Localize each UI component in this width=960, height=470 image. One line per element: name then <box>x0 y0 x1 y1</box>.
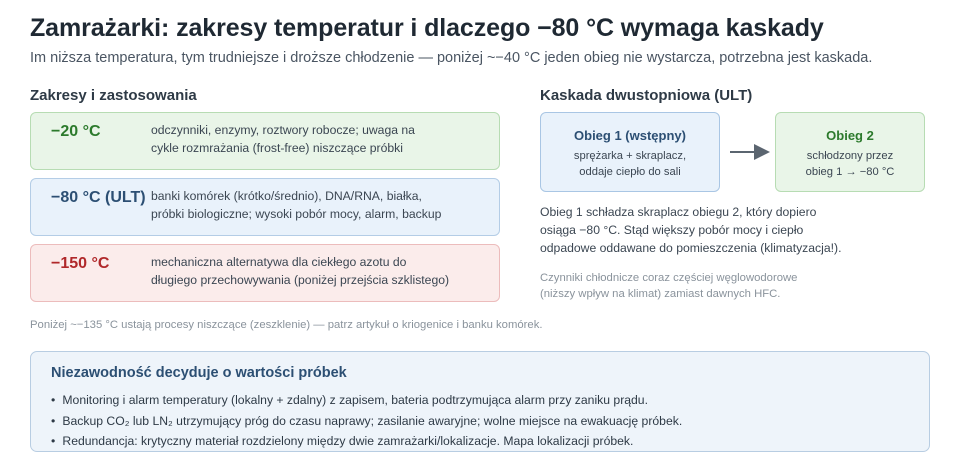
cascade-explanation <box>540 203 860 257</box>
range-desc-line: cykle rozmrażania (frost-free) niszczące próbki <box>151 141 403 155</box>
range-card-minus20 <box>30 112 500 170</box>
range-temp: −20 °C <box>51 123 101 140</box>
cascade-stage-2 <box>775 112 925 192</box>
note-line: (niższy wpływ na klimat) zamiast dawnych HFC. <box>540 288 781 300</box>
list-item-text: Backup CO₂ lub LN₂ utrzymujący próg do czasu naprawy; zasilanie awaryjne; wolne miejsce na ewakuację próbek. <box>62 413 683 428</box>
page-title: Zamrażarki: zakresy temperatur i dlaczego −80 °C wymaga kaskady <box>30 14 824 42</box>
range-card-minus150 <box>30 244 500 302</box>
stage-title: Obieg 1 (wstępny) <box>574 128 686 143</box>
range-temp: −80 °C (ULT) <box>51 189 146 206</box>
page-subtitle: Im niższa temperatura, tym trudniejsze i droższe chłodzenie — poniżej ~−40 °C jeden obieg nie wystarcza, potrzebna jest kaskada. <box>30 50 873 66</box>
stage-desc-line: oddaje ciepło do sali <box>579 166 681 178</box>
stage-description <box>541 148 719 180</box>
range-card-minus80 <box>30 178 500 236</box>
cascade-heading: Kaskada dwustopniowa (ULT) <box>540 87 753 104</box>
note-line: Czynniki chłodnicze coraz częściej węglowodorowe <box>540 272 798 284</box>
bullet-icon: • <box>51 393 56 407</box>
explanation-line: Obieg 1 schładza skraplacz obiegu 2, który dopiero <box>540 205 817 219</box>
stage-title: Obieg 2 <box>826 128 874 143</box>
range-desc-line: odczynniki, enzymy, roztwory robocze; uwaga na <box>151 123 415 137</box>
stage-desc-line: schłodzony przez <box>806 150 894 162</box>
list-item-text: Monitoring i alarm temperatury (lokalny + zdalny) z zapisem, bateria podtrzymująca alarm przy zaniku prądu. <box>62 393 648 407</box>
range-description <box>151 253 481 289</box>
list-item <box>51 411 682 432</box>
reliability-box <box>30 351 930 452</box>
range-desc-line: długiego przechowywania (poniżej przejścia szklistego) <box>151 273 450 287</box>
arrow-right-icon <box>729 143 771 161</box>
reliability-list <box>51 390 682 452</box>
refrigerant-note <box>540 270 840 302</box>
range-desc-line: banki komórek (krótko/średnio), DNA/RNA, białka, <box>151 189 422 203</box>
stage-desc-line: obieg 1 → −80 °C <box>805 166 895 178</box>
range-desc-line: mechaniczna alternatywa dla ciekłego azotu do <box>151 255 407 269</box>
footnote: Poniżej ~−135 °C ustają procesy niszczące (zeszklenie) — patrz artykuł o kriogenice i banku komórek. <box>30 319 543 331</box>
range-desc-line: próbki biologiczne; wysoki pobór mocy, alarm, backup <box>151 207 442 221</box>
explanation-line: odpadowe oddawane do pomieszczenia (klimatyzacja!). <box>540 241 842 255</box>
bullet-icon: • <box>51 434 56 448</box>
ranges-heading: Zakresy i zastosowania <box>30 87 197 104</box>
range-temp: −150 °C <box>51 255 110 272</box>
cascade-stage-1 <box>540 112 720 192</box>
explanation-line: osiąga −80 °C. Stąd większy pobór mocy i ciepło <box>540 223 804 237</box>
bullet-icon: • <box>51 413 56 428</box>
range-description <box>151 187 481 223</box>
stage-description <box>776 148 924 180</box>
reliability-title: Niezawodność decyduje o wartości próbek <box>51 365 347 381</box>
list-item <box>51 390 682 411</box>
list-item <box>51 431 682 452</box>
stage-desc-line: sprężarka + skraplacz, <box>573 150 687 162</box>
range-description <box>151 121 481 157</box>
list-item-text: Redundancja: krytyczny materiał rozdzielony między dwie zamrażarki/lokalizacje. Mapa lokalizacji próbek. <box>62 434 634 448</box>
